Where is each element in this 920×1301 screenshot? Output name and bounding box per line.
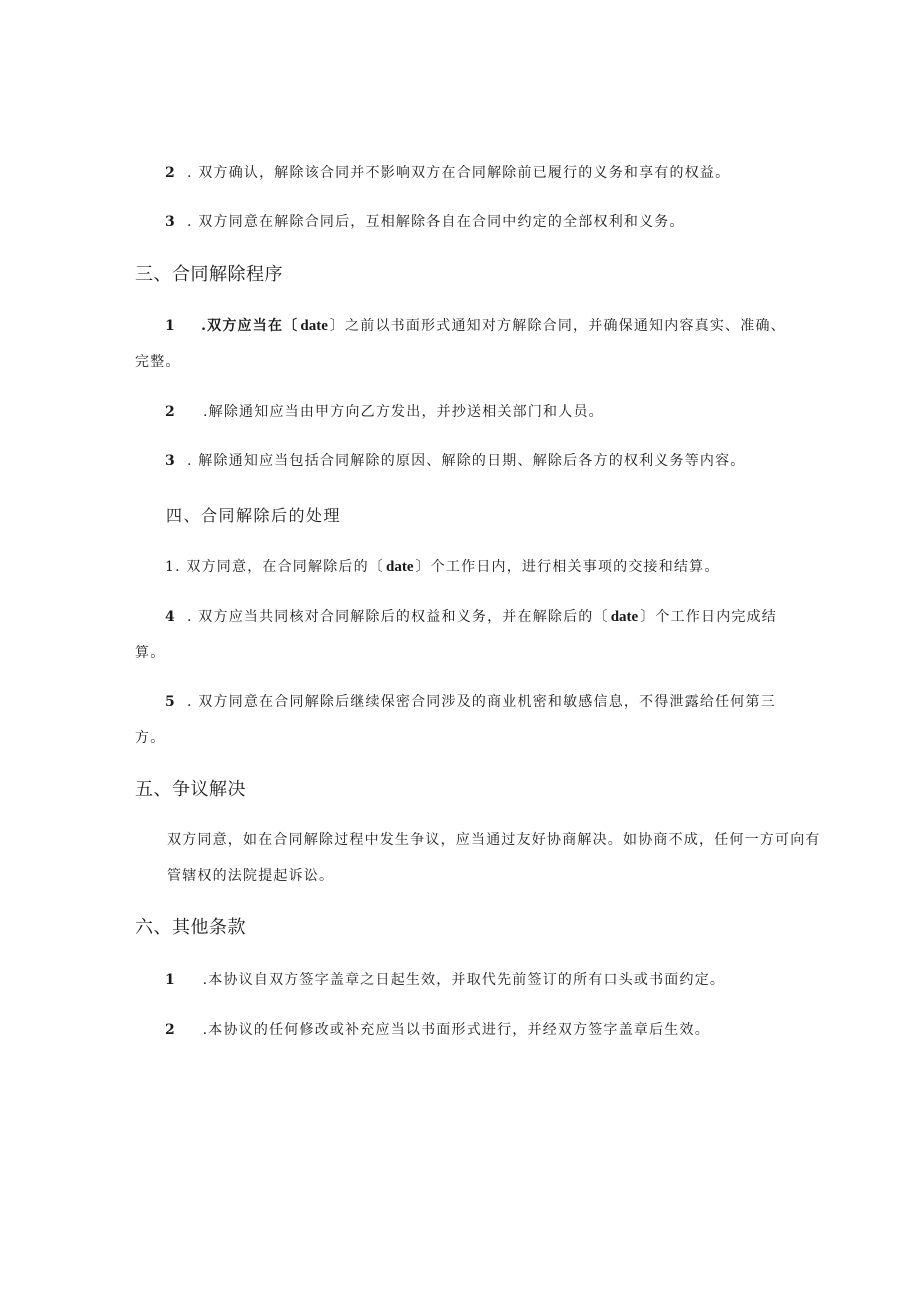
clause-text-pre: . 双方应当共同核对合同解除后的权益和义务，并在解除后的〔 [187,609,609,625]
section-heading-post-termination: 四、合同解除后的处理 [166,506,342,525]
clause-text: . 解除通知应当包括合同解除的原因、解除的日期、解除后各方的权利义务等内容。 [187,453,746,469]
clause-number: 5 [165,694,176,710]
dispute-resolution-body: 双方同意，如在合同解除过程中发生争议，应当通过友好协商解决。如协商不成，任何一方可向有管辖权的法院提起诉讼。 [167,832,821,884]
clause-text: .本协议的任何修改或补充应当以书面形式进行，并经双方签字盖章后生效。 [197,1022,710,1038]
clause-number: 3 [165,214,176,230]
clause-text: .解除通知应当由甲方向乙方发出，并抄送相关部门和人员。 [203,404,604,420]
procedure-clause-1 [135,308,795,380]
clause-text-post: 〕个工作日内完成结算。 [135,609,778,661]
section-heading-dispute-resolution: 五、争议解决 [135,779,246,800]
post-termination-clause-5 [135,684,795,756]
date-placeholder: date [610,609,639,625]
clause-text: . 双方同意在合同解除后继续保密合同涉及的商业机密和敏感信息，不得泄露给任何第三方。 [135,694,776,746]
section-heading-termination-procedure: 三、合同解除程序 [135,264,283,285]
clause-text: .本协议自双方签字盖章之日起生效，并取代先前签订的所有口头或书面约定。 [197,972,726,988]
date-placeholder: date [300,318,328,334]
clause-number: 1 [165,318,176,334]
clause-text-pre: .双方应当在〔 [195,318,299,334]
other-terms-clause-1 [135,962,795,998]
clause-number: 2 [165,1022,176,1038]
clause-number: 2 [165,165,176,181]
clause-text: . 双方同意在解除合同后，互相解除各自在合同中约定的全部权利和义务。 [187,214,685,230]
clause-number: 2 [165,404,176,420]
clause-number: 4 [165,609,176,625]
clause-text-post: 〕之前以书面形式通知对方解除合同，并确保通知内容真实、准确、完整。 [135,318,786,370]
post-termination-clause-4 [135,599,795,671]
section-heading-other-terms: 六、其他条款 [135,917,246,938]
clause-text-pre: 1. 双方同意，在合同解除后的〔 [165,559,385,575]
other-terms-clause-2 [135,1012,795,1048]
clause-text: . 双方确认，解除该合同并不影响双方在合同解除前已履行的义务和享有的权益。 [187,165,731,181]
clause-3-release [135,204,795,240]
procedure-clause-3 [135,443,795,479]
procedure-clause-2 [135,394,795,430]
clause-number: 1 [165,972,176,988]
clause-number: 3 [165,453,176,469]
date-placeholder: date [386,559,414,575]
clause-text-post: 〕个工作日内，进行相关事项的交接和结算。 [415,559,720,575]
clause-2-confirm [135,155,795,191]
post-termination-clause-1 [135,549,795,585]
